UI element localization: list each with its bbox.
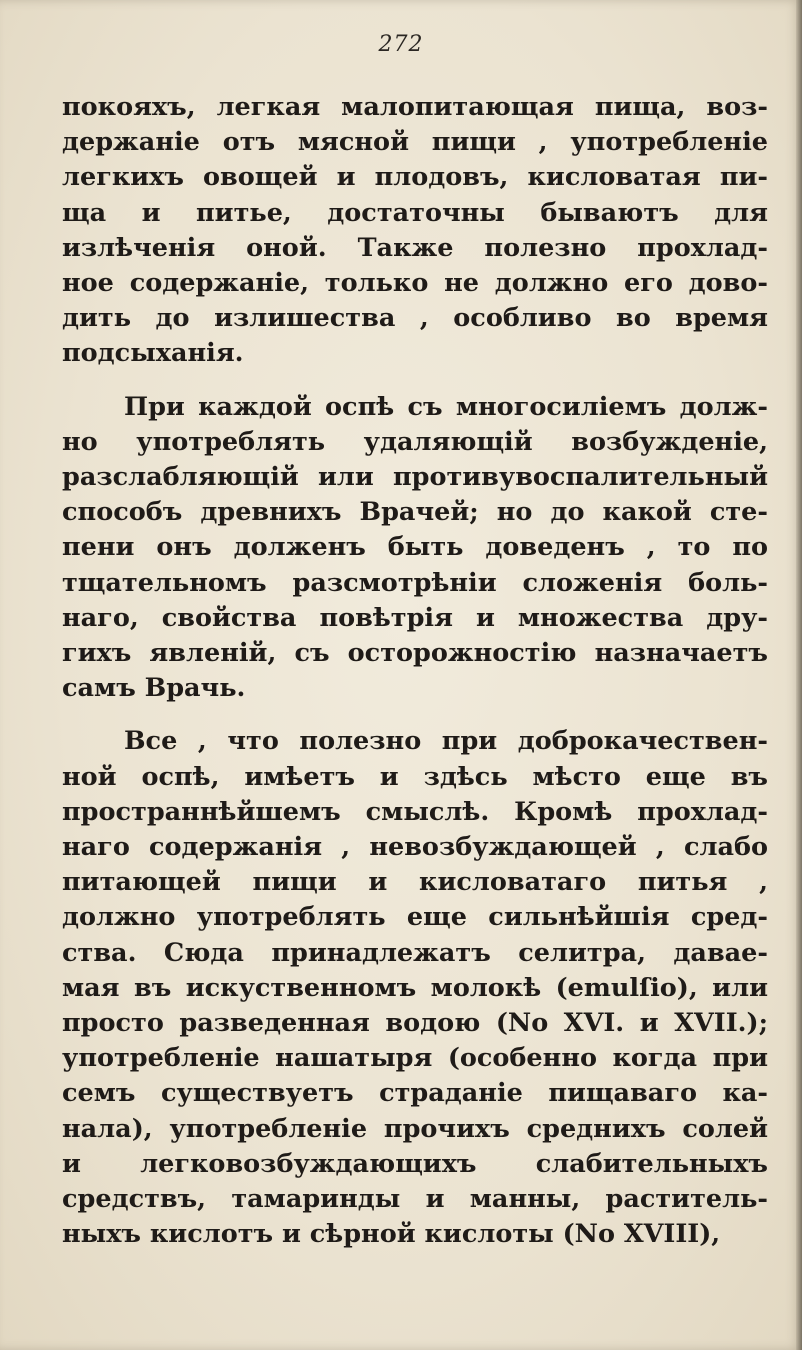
text-line: дить до излишества , особливо во время <box>62 303 768 334</box>
text-line: питающей пищи и кисловатаго питья , <box>62 867 768 898</box>
text-line: ства. Сюда принадлежатъ селитра, давае- <box>62 937 768 968</box>
page-edge-shadow <box>796 0 802 1350</box>
text-line: пространнѣйшемъ смыслѣ. Кромѣ прохлад- <box>62 796 768 827</box>
text-line: способъ древнихъ Врачей; но до какой сте- <box>62 497 768 528</box>
text-line: мая въ искуственномъ молокѣ (emulſio), или <box>62 972 768 1003</box>
text-line: наго содержанія , невозбуждающей , слабо <box>62 832 768 863</box>
text-line: тщательномъ разсмотрѣніи сложенія боль- <box>62 567 768 598</box>
text-line: ща и питье, достаточны бываютъ для <box>62 197 768 228</box>
text-line: покояхъ, легкая малопитающая пища, воз- <box>62 92 768 122</box>
text-line: ныхъ кислотъ и сѣрной кислоты (No XVIII), <box>62 1219 721 1250</box>
text-line: средствъ, тамаринды и манны, раститель- <box>62 1184 768 1215</box>
text-line: легкихъ овощей и плодовъ, кисловатая пи- <box>62 162 768 193</box>
text-line: просто разведенная водою (No XVI. и XVII.); <box>62 1008 768 1039</box>
text-line: и легковозбуждающихъ слабительныхъ <box>62 1148 768 1179</box>
text-line: излѣченія оной. Также полезно прохлад- <box>62 232 768 263</box>
text-line: нала), употребленіе прочихъ среднихъ солей <box>62 1113 768 1144</box>
body-text <box>62 90 768 1271</box>
text-line: гихъ явленій, съ осторожностію назначаетъ <box>62 638 768 669</box>
text-line: наго, свойства повѣтрія и множества дру- <box>62 602 768 633</box>
page-number: 272 <box>378 32 424 57</box>
paragraph-3 <box>62 724 768 1252</box>
text-line: При каждой оспѣ съ многосиліемъ долж- <box>124 391 768 422</box>
text-line: ной оспѣ, имѣетъ и здѣсь мѣсто еще въ <box>62 761 768 792</box>
text-line: подсыханія. <box>62 338 244 369</box>
paragraph-1 <box>62 90 768 372</box>
text-line: держаніе отъ мясной пищи , употребленіе <box>62 127 768 158</box>
text-line: употребленіе нашатыря (особенно когда при <box>62 1043 768 1074</box>
text-line: Все , что полезно при доброкачествен- <box>124 726 768 757</box>
text-line: ное содержаніе, только не должно его дово- <box>62 268 768 299</box>
text-line: но употреблять удаляющій возбужденіе, <box>62 426 768 457</box>
text-line: пени онъ долженъ быть доведенъ , то по <box>62 532 768 563</box>
paragraph-2 <box>62 390 768 707</box>
text-line: должно употреблять еще сильнѣйшія сред- <box>62 902 768 933</box>
text-line: семъ существуетъ страданіе пищаваго ка- <box>62 1078 768 1109</box>
text-line: разслабляющій или противувоспалительный <box>62 462 768 493</box>
text-line: самъ Врачь. <box>62 673 246 704</box>
